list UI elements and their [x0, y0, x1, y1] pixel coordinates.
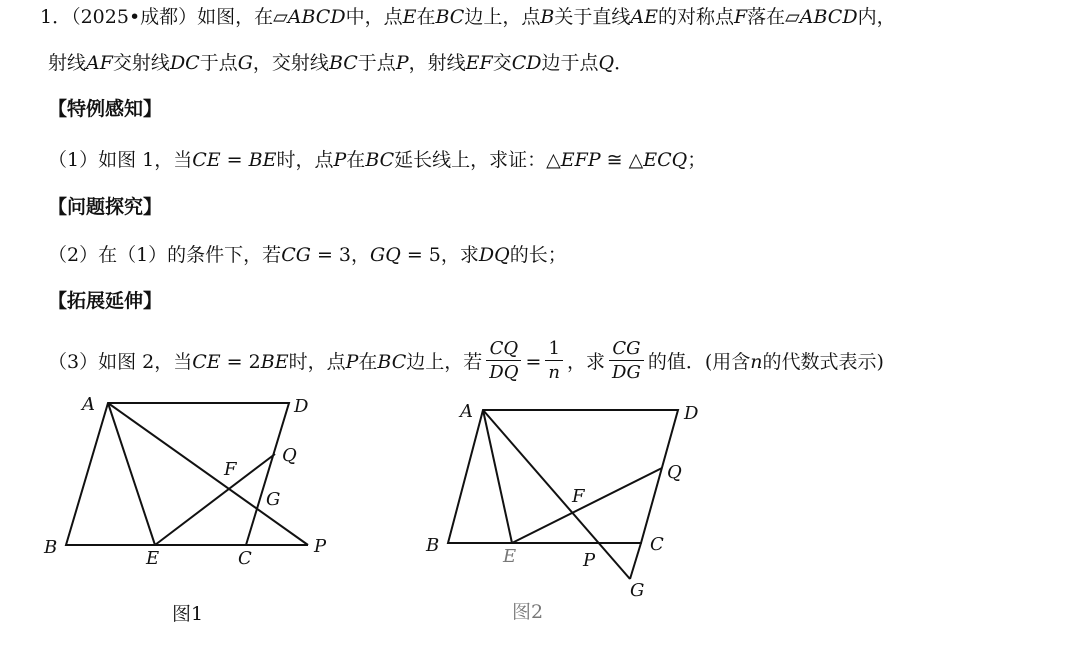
text: 边上，点	[464, 6, 541, 28]
text: 在	[416, 6, 436, 28]
point-label-a: A	[82, 394, 95, 415]
var-bc: BC	[328, 52, 358, 74]
point-label-b: B	[44, 537, 58, 558]
ray-e-q-fig2	[512, 468, 662, 543]
text: ，交射线	[252, 52, 329, 74]
text: ；	[687, 149, 707, 171]
text: 于点	[357, 52, 396, 74]
text: =	[220, 149, 249, 171]
fraction-cq-over-dq	[486, 340, 521, 382]
point-label-f: F	[224, 459, 237, 480]
point-label-c: C	[650, 534, 664, 555]
point-label-g: G	[266, 489, 281, 510]
text: 在	[358, 351, 378, 373]
text: 中，点	[345, 6, 403, 28]
text: 的长；	[509, 244, 567, 266]
fraction-denominator: DQ	[489, 362, 519, 383]
var-bc: BC	[365, 149, 395, 171]
text: 的值．(用含	[647, 351, 751, 373]
fraction-numerator: CQ	[486, 340, 521, 361]
section-heading-special-case: 【特例感知】	[48, 98, 163, 120]
text: 边于点	[541, 52, 599, 74]
ray-e-q-fig1	[155, 454, 275, 545]
point-label-f: F	[572, 486, 585, 507]
part-3	[48, 338, 884, 384]
point-label-d: D	[684, 403, 699, 424]
section-heading-extension: 【拓展延伸】	[48, 290, 163, 312]
figure-2-caption: 图2	[512, 601, 544, 623]
var-q: Q	[598, 52, 615, 74]
parallelogram-abcd-fig1	[66, 403, 289, 545]
text: 1．（2025•成都）如图，在▱	[40, 6, 288, 28]
point-label-d: D	[294, 396, 309, 417]
var-efp: EFP	[560, 149, 601, 171]
var-f: F	[733, 6, 748, 28]
text: 的代数式表示)	[762, 351, 884, 373]
text: 内，	[857, 6, 896, 28]
text: （3）如图 2，当	[48, 351, 193, 373]
fraction-denominator: DG	[612, 362, 641, 383]
extension-c-g-fig2	[630, 543, 641, 579]
fraction-denominator: n	[548, 362, 560, 383]
var-e: E	[402, 6, 417, 28]
figure-1	[66, 403, 308, 545]
var-cg: CG	[281, 244, 311, 266]
text: ．	[614, 52, 634, 74]
var-p: P	[395, 52, 409, 74]
part-1	[48, 151, 706, 170]
text: 关于直线	[554, 6, 631, 28]
text: 时，点	[276, 149, 334, 171]
var-dq: DQ	[478, 244, 510, 266]
problem-statement-line-1	[40, 8, 896, 27]
fraction-numerator: 1	[545, 340, 563, 361]
segment-a-e-fig2	[483, 410, 512, 543]
point-label-q: Q	[667, 462, 682, 483]
text: 交	[492, 52, 512, 74]
var-bc: BC	[435, 6, 465, 28]
text: ≅ △	[600, 149, 644, 171]
var-abcd: ABCD	[799, 6, 858, 28]
text: （1）如图 1，当	[48, 149, 193, 171]
var-ecq: ECQ	[643, 149, 688, 171]
var-be: BE	[260, 351, 289, 373]
section-heading-exploration: 【问题探究】	[48, 196, 163, 218]
point-label-p: P	[583, 550, 596, 571]
fraction-1-over-n	[545, 340, 563, 382]
text: ，	[351, 244, 371, 266]
text: 于点	[199, 52, 238, 74]
point-label-g: G	[630, 580, 645, 601]
text: = 3	[310, 244, 351, 266]
text: 时，点	[288, 351, 346, 373]
var-n: n	[750, 351, 763, 373]
ray-a-p-fig1	[108, 403, 308, 545]
point-label-b: B	[426, 535, 440, 556]
text: = 2	[220, 351, 261, 373]
var-g: G	[237, 52, 253, 74]
var-b: B	[540, 6, 555, 28]
segment-a-e-fig1	[108, 403, 155, 545]
var-p: P	[345, 351, 359, 373]
text: ，求	[440, 244, 479, 266]
fraction-cg-over-dg	[609, 340, 644, 382]
var-ce: CE	[192, 149, 221, 171]
part-2	[48, 246, 567, 265]
text: 的对称点	[657, 6, 734, 28]
point-label-e: E	[146, 548, 160, 569]
var-ae: AE	[630, 6, 658, 28]
point-label-a: A	[460, 401, 473, 422]
text: ，射线	[408, 52, 466, 74]
text: 交射线	[112, 52, 170, 74]
point-label-e: E	[503, 546, 517, 567]
var-dc: DC	[169, 52, 200, 74]
figure-2	[448, 410, 678, 579]
var-be: BE	[248, 149, 277, 171]
fraction-numerator: CG	[609, 340, 644, 361]
var-p: P	[333, 149, 347, 171]
text: 落在▱	[747, 6, 800, 28]
text: ，求	[567, 351, 606, 373]
var-cd: CD	[511, 52, 542, 74]
geometry-figures	[0, 380, 1080, 658]
point-label-q: Q	[282, 445, 297, 466]
text: 边上，若	[406, 351, 483, 373]
problem-statement-line-2	[48, 54, 633, 73]
var-ef: EF	[465, 52, 493, 74]
var-abcd: ABCD	[287, 6, 346, 28]
text: 在	[346, 149, 366, 171]
var-ce: CE	[192, 351, 221, 373]
text: （2）在（1）的条件下，若	[48, 244, 282, 266]
text: 射线	[48, 52, 87, 74]
text: =	[525, 351, 542, 373]
figure-1-caption: 图1	[172, 603, 204, 625]
var-af: AF	[86, 52, 113, 74]
var-gq: GQ	[370, 244, 401, 266]
text: = 5	[400, 244, 441, 266]
point-label-c: C	[238, 548, 252, 569]
point-label-p: P	[314, 536, 327, 557]
text: 延长线上，求证：△	[394, 149, 561, 171]
var-bc: BC	[377, 351, 407, 373]
